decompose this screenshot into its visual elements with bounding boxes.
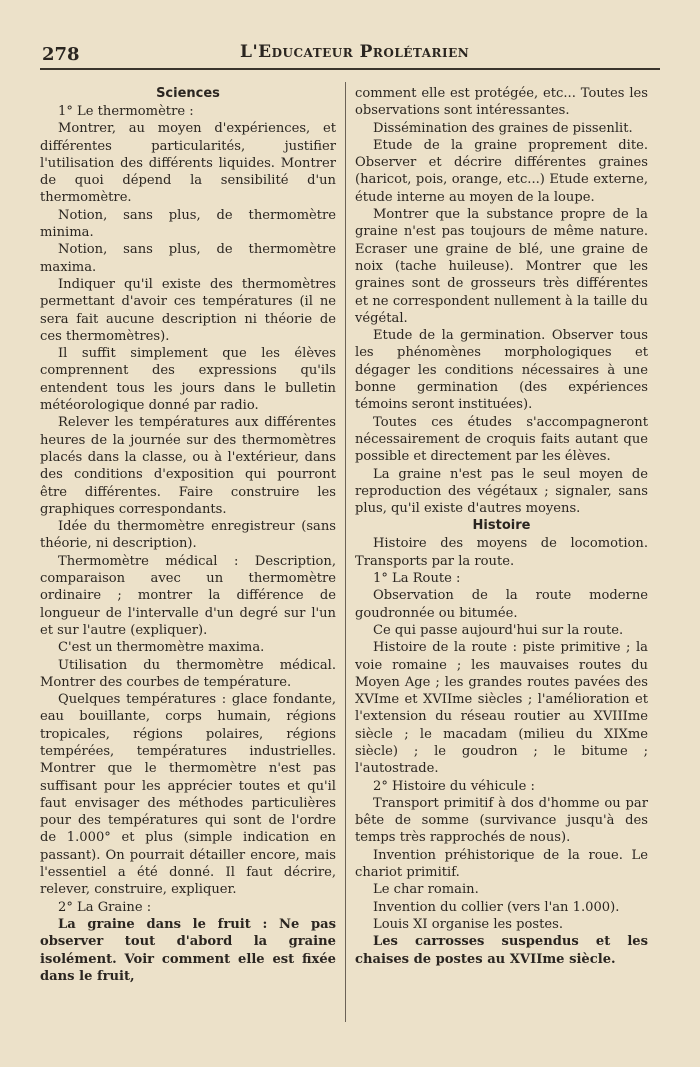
paragraph: Thermomètre médical : Description, comparaison avec un thermomètre ordinaire ; montrer la différence de longueur de l'intervalle d'un degré sur l'un et sur l'autre (expliquer). [40,553,336,638]
left-column [40,85,336,985]
paragraph: Idée du thermomètre enregistreur (sans théorie, ni description). [40,519,336,552]
paragraph: Quelques températures : glace fondante, eau bouillante, corps humain, régions tropicales, régions polaires, régions tempérées, températures industrielles. Montrer que le thermomètre n'est pas suffisant pour les apprécier toutes et qu'il faut envisager des méthodes particulières pour des températures qui sont de l'ordre de 1.000° et plus (simple indication en passant). On pourrait détailler encore, mais l'essentiel a été donné. Il faut décrire, relever, construire, expliquer. [40,692,336,898]
paragraph: Montrer, au moyen d'expériences, et différentes particularités, justifier l'utilisation des différents liquides. Montrer de quoi dépend la sensibilité d'un thermomètre. [40,121,336,206]
column-divider [345,82,346,1022]
paragraph: Ce qui passe aujourd'hui sur la route. [373,622,624,638]
paragraph: Invention préhistorique de la roue. Le chariot primitif. [355,847,648,881]
paragraph: Dissémination des graines de pissenlit. [373,120,633,136]
paragraph: Toutes ces études s'accompagneront nécessairement de croquis faits autant que possible et directement par les élèves. [355,414,648,465]
paragraph: 1° La Route : [373,571,461,587]
sciences-heading: Sciences [156,86,220,101]
paragraph: Il suffit simplement que les élèves comprennent des expressions qu'ils entendent tous les jours dans le bulletin météorologique donné par radio. [40,346,336,414]
paragraph: Etude de la graine proprement dite. Observer et décrire différentes graines (haricot, pois, orange, etc...) Etude externe, étude interne au moyen de la loupe. [355,137,648,205]
paragraph: comment elle est protégée, etc... Toutes les observations sont intéressantes. [355,86,648,119]
paragraph: Histoire de la route : piste primitive ; la voie romaine ; les mauvaises routes du Moyen Age ; les grandes routes pavées des XVIme et XVIIme siècles ; l'amélioration et l'extension du réseau routier au XVIIIme siècle ; le macadam (milieu du XIXme siècle) ; le goudron ; le bitume ; l'autostrade. [355,640,648,777]
paragraph: C'est un thermomètre maxima. [58,640,265,656]
paragraph: Les carrosses suspendus et les chaises de postes au XVIIme siècle. [355,934,648,967]
paragraph: Montrer que la substance propre de la graine n'est pas toujours de même nature. Ecraser une graine de blé, une graine de noix (tache huileuse). Montrer que les graines sont de grosseurs très différentes et ne correspondent nullement à la taille du végétal. [355,207,648,326]
paragraph: La graine dans le fruit : Ne pas observer tout d'abord la graine isolément. Voir comment elle est fixée dans le fruit, [40,916,336,984]
paragraph: Indiquer qu'il existe des thermomètres permettant d'avoir ces températures (il ne sera fait aucune description ni théorie de ces thermomètres). [40,276,336,344]
page-number: 278 [42,44,80,65]
paragraph: Transport primitif à dos d'homme ou par bête de somme (survivance jusqu'à des temps très rapprochés de nous). [355,795,648,846]
paragraph: Louis XI organise les postes. [373,916,564,932]
paragraph: Relever les températures aux différentes heures de la journée sur des thermomètres placés dans la classe, ou à l'extérieur, dans des conditions d'exposition qui pourront être différentes. Faire construire les graphiques correspondants. [40,415,336,517]
journal-title: L'Educateur Prolétarien [240,42,470,62]
paragraph: Le char romain. [373,882,479,898]
page-header [40,40,660,70]
paragraph: 1° Le thermomètre : [58,104,194,119]
paragraph: Histoire des moyens de locomotion. Transports par la route. [355,536,648,569]
paragraph: La graine n'est pas le seul moyen de reproduction des végétaux ; signaler, sans plus, qu'il existe d'autres moyens. [355,466,648,517]
paragraph: Observation de la route moderne goudronnée ou bitumée. [355,588,648,621]
paragraph: 2° La Graine : [58,899,152,915]
paragraph: 2° Histoire du véhicule : [373,778,535,794]
paragraph: Notion, sans plus, de thermomètre maxima. [40,242,336,275]
histoire-heading: Histoire [472,518,531,534]
paragraph: Invention du collier (vers l'an 1.000). [373,899,620,915]
right-column [355,85,648,968]
paragraph: Etude de la germination. Observer tous les phénomènes morphologiques et dégager les conditions nécessaires à une bonne germination (des expériences témoins seront instituées). [355,328,648,413]
paragraph: Notion, sans plus, de thermomètre minima. [40,207,336,241]
paragraph: Utilisation du thermomètre médical. Montrer des courbes de température. [40,657,336,690]
